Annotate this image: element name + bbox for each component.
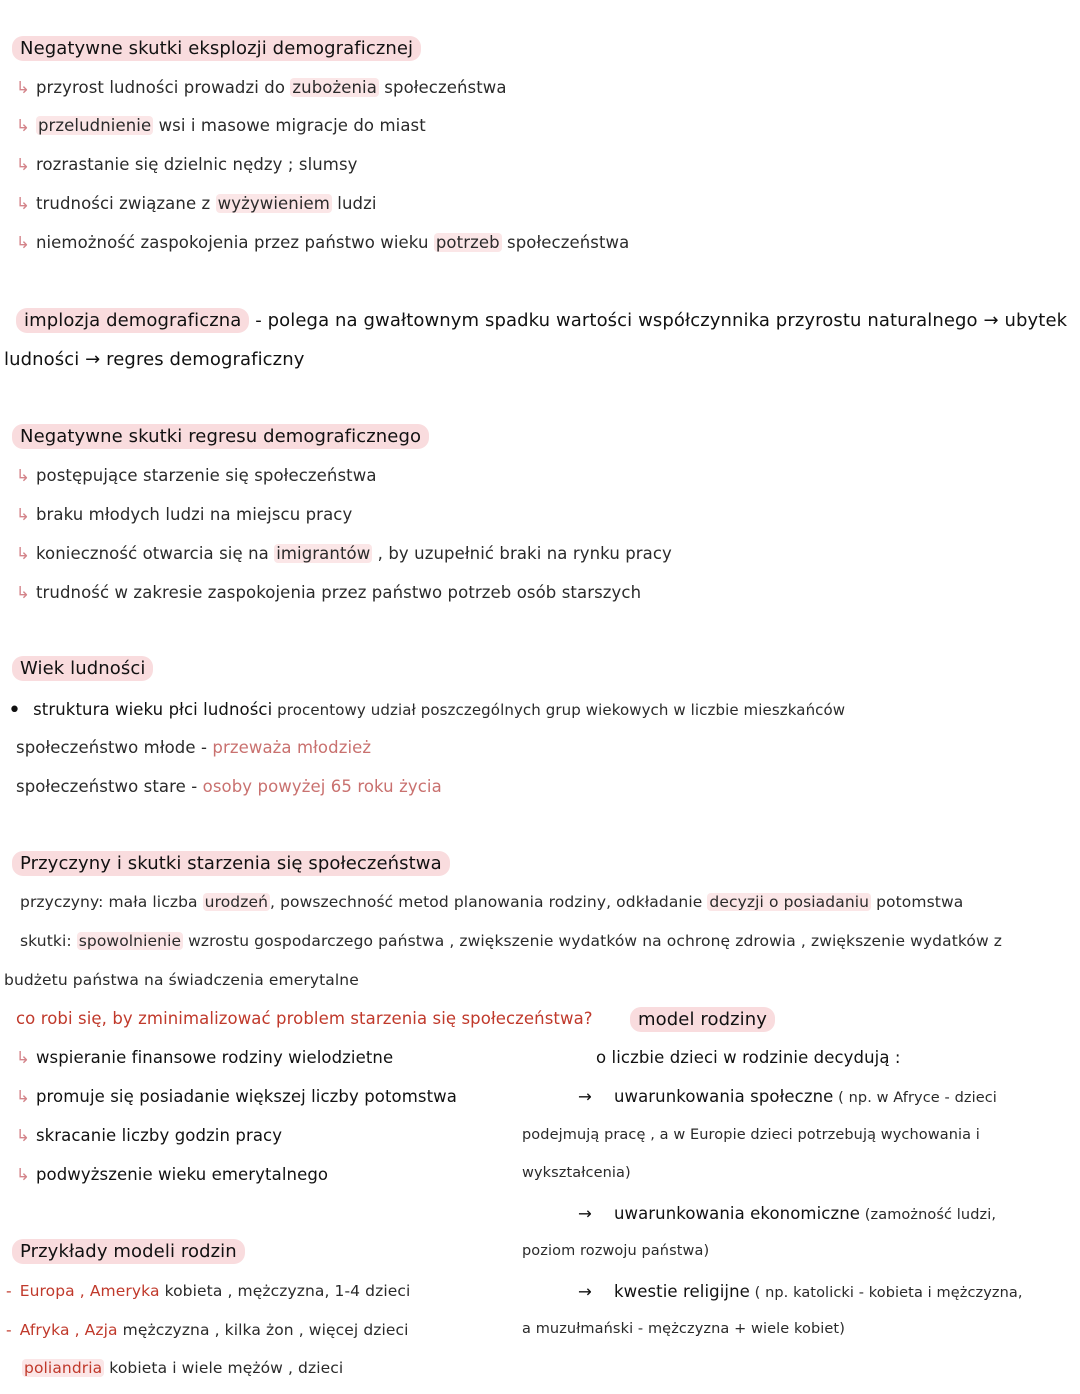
model-item-spoleczne: → uwarunkowania społeczne ( np. w Afryce - dzieci: [578, 1087, 997, 1106]
model-poliandria: poliandria kobieta i wiele mężów , dzieci: [24, 1359, 344, 1377]
model-afryka: - Afryka , Azja mężczyzna , kilka żon , więcej dzieci: [6, 1321, 409, 1339]
hook-arrow-icon: ↳: [16, 544, 30, 563]
list-item: ↳ skracanie liczby godzin pracy: [16, 1126, 283, 1145]
hook-arrow-icon: ↳: [16, 583, 30, 602]
list-item: ↳ przeludnienie wsi i masowe migracje do miast: [16, 116, 426, 135]
heading-wiek: Wiek ludności: [12, 658, 153, 679]
heading-starzenie: Przyczyny i skutki starzenia się społeczeństwa: [12, 853, 450, 874]
list-item: ↳ niemożność zaspokojenia przez państwo wieku potrzeb społeczeństwa: [16, 233, 630, 252]
arrow-right-icon: →: [578, 1204, 592, 1223]
model-europa: - Europa , Ameryka kobieta , mężczyzna, 1-4 dzieci: [6, 1282, 411, 1300]
hook-arrow-icon: ↳: [16, 1087, 30, 1106]
skutki: skutki: spowolnienie wzrostu gospodarczego państwa , zwiększenie wydatków na ochronę zdrowia , zwiększenie wydatków z: [20, 932, 1003, 950]
question: co robi się, by zminimalizować problem starzenia się społeczeństwa?: [16, 1009, 593, 1028]
model-item-ekonomiczne-cont: poziom rozwoju państwa): [522, 1243, 710, 1259]
hook-arrow-icon: ↳: [16, 1165, 30, 1184]
list-item: ↳ podwyższenie wieku emerytalnego: [16, 1165, 329, 1184]
heading-przyklady: Przykłady modeli rodzin: [12, 1241, 245, 1262]
model-item-religijne-cont: a muzułmański - mężczyzna + wiele kobiet): [522, 1321, 845, 1337]
model-item-spoleczne-cont2: wykształcenia): [522, 1165, 631, 1181]
skutki-cont: budżetu państwa na świadczenia emerytalne: [4, 971, 359, 989]
list-item: ↳ promuje się posiadanie większej liczby potomstwa: [16, 1087, 457, 1106]
spoleczenstwo-mlode: społeczeństwo młode - przeważa młodzież: [16, 738, 372, 757]
hook-arrow-icon: ↳: [16, 233, 30, 252]
list-item: ↳ braku młodych ludzi na miejscu pracy: [16, 505, 353, 524]
implozja-definition: implozja demograficzna - polega na gwałtownym spadku wartości współczynnika przyrostu naturalnego → ubytek: [16, 310, 1067, 331]
implozja-definition-cont: ludności → regres demograficzny: [4, 349, 305, 370]
list-item: ↳ trudność w zakresie zaspokojenia przez państwo potrzeb osób starszych: [16, 583, 642, 602]
hook-arrow-icon: ↳: [16, 1126, 30, 1145]
hook-arrow-icon: ↳: [16, 155, 30, 174]
list-item: ↳ konieczność otwarcia się na imigrantów , by uzupełnić braki na rynku pracy: [16, 544, 672, 563]
heading-eksplozja: Negatywne skutki eksplozji demograficznej: [12, 38, 421, 59]
heading-regres: Negatywne skutki regresu demograficznego: [12, 426, 429, 447]
heading-model-rodziny: model rodziny: [630, 1009, 775, 1030]
arrow-right-icon: →: [578, 1282, 592, 1301]
wiek-struktura: • struktura wieku płci ludności procentowy udział poszczególnych grup wiekowych w liczbie mieszkańców: [8, 698, 846, 723]
model-intro: o liczbie dzieci w rodzinie decydują :: [596, 1048, 901, 1067]
model-item-spoleczne-cont: podejmują pracę , a w Europie dzieci potrzebują wychowania i: [522, 1127, 980, 1143]
spoleczenstwo-stare: społeczeństwo stare - osoby powyżej 65 roku życia: [16, 777, 442, 796]
dash-icon: -: [6, 1282, 12, 1300]
hook-arrow-icon: ↳: [16, 1048, 30, 1067]
list-item: ↳ trudności związane z wyżywieniem ludzi: [16, 194, 377, 213]
hook-arrow-icon: ↳: [16, 116, 30, 135]
przyczyny: przyczyny: mała liczba urodzeń , powszechność metod planowania rodziny, odkładanie decyzji o posiadaniu potomstwa: [20, 893, 964, 911]
hook-arrow-icon: ↳: [16, 78, 30, 97]
model-item-ekonomiczne: → uwarunkowania ekonomiczne (zamożność ludzi,: [578, 1204, 997, 1223]
list-item: ↳ rozrastanie się dzielnic nędzy ; slumsy: [16, 155, 358, 174]
hook-arrow-icon: ↳: [16, 505, 30, 524]
list-item: ↳ wspieranie finansowe rodziny wielodzietne: [16, 1048, 394, 1067]
hook-arrow-icon: ↳: [16, 466, 30, 485]
dash-icon: -: [6, 1321, 12, 1339]
list-item: ↳ postępujące starzenie się społeczeństwa: [16, 466, 377, 485]
bullet-icon: •: [8, 698, 22, 723]
hook-arrow-icon: ↳: [16, 194, 30, 213]
list-item: ↳ przyrost ludności prowadzi do zubożenia społeczeństwa: [16, 78, 507, 97]
arrow-right-icon: →: [578, 1087, 592, 1106]
model-item-religijne: → kwestie religijne ( np. katolicki - kobieta i mężczyzna,: [578, 1282, 1023, 1301]
